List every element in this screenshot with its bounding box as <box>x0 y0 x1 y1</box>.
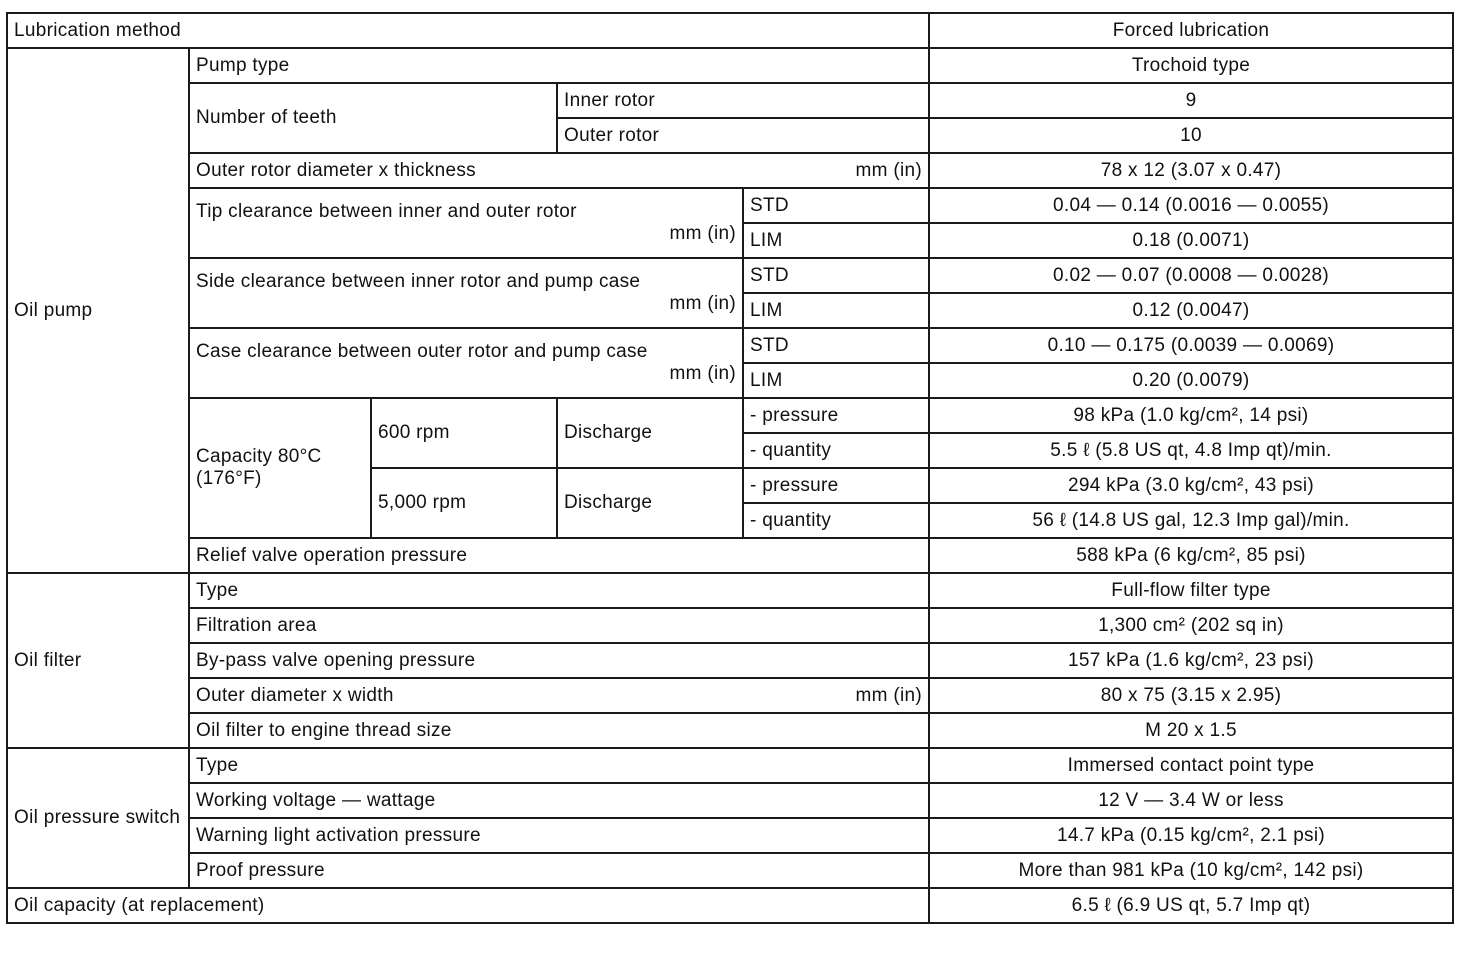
capacity-600-pressure-label: - pressure <box>743 398 929 433</box>
tip-clearance-unit: mm (in) <box>669 223 736 244</box>
side-clearance-lim-value: 0.12 (0.0047) <box>929 293 1453 328</box>
tip-clearance-lim-label: LIM <box>743 223 929 258</box>
side-clearance-unit: mm (in) <box>669 293 736 314</box>
case-clearance-std-value: 0.10 — 0.175 (0.0039 — 0.0069) <box>929 328 1453 363</box>
filter-outer-diameter-cell <box>189 678 929 713</box>
warning-light-label: Warning light activation pressure <box>189 818 929 853</box>
capacity-rpm-5000: 5,000 rpm <box>371 468 557 538</box>
row-tip-clearance-std <box>7 188 1453 223</box>
side-clearance-lim-label: LIM <box>743 293 929 328</box>
case-clearance-label: Case clearance between outer rotor and pump case <box>196 341 648 362</box>
tip-clearance-std-label: STD <box>743 188 929 223</box>
outer-rotor-diameter-label: Outer rotor diameter x thickness <box>196 159 476 181</box>
capacity-5000-quantity-label: - quantity <box>743 503 929 538</box>
switch-type-value: Immersed contact point type <box>929 748 1453 783</box>
tip-clearance-std-value: 0.04 — 0.14 (0.0016 — 0.0055) <box>929 188 1453 223</box>
bypass-valve-label: By-pass valve opening pressure <box>189 643 929 678</box>
case-clearance-lim-value: 0.20 (0.0079) <box>929 363 1453 398</box>
warning-light-value: 14.7 kPa (0.15 kg/cm², 2.1 psi) <box>929 818 1453 853</box>
row-relief-valve <box>7 538 1453 573</box>
capacity-discharge-600: Discharge <box>557 398 743 468</box>
lubrication-spec-table <box>6 12 1454 924</box>
row-outer-rotor-diameter <box>7 153 1453 188</box>
filtration-area-value: 1,300 cm² (202 sq in) <box>929 608 1453 643</box>
oil-pressure-switch-label: Oil pressure switch <box>7 748 189 888</box>
row-filter-outer-diameter <box>7 678 1453 713</box>
inner-rotor-value: 9 <box>929 83 1453 118</box>
bypass-valve-value: 157 kPa (1.6 kg/cm², 23 psi) <box>929 643 1453 678</box>
row-teeth-inner <box>7 83 1453 118</box>
capacity-600-pressure-value: 98 kPa (1.0 kg/cm², 14 psi) <box>929 398 1453 433</box>
working-voltage-label: Working voltage — wattage <box>189 783 929 818</box>
teeth-label: Number of teeth <box>189 83 557 153</box>
tip-clearance-label: Tip clearance between inner and outer rotor <box>196 201 577 222</box>
row-oil-capacity <box>7 888 1453 923</box>
row-side-clearance-std <box>7 258 1453 293</box>
lubrication-method-value: Forced lubrication <box>929 13 1453 48</box>
case-clearance-std-label: STD <box>743 328 929 363</box>
side-clearance-std-label: STD <box>743 258 929 293</box>
relief-valve-value: 588 kPa (6 kg/cm², 85 psi) <box>929 538 1453 573</box>
filter-outer-diameter-value: 80 x 75 (3.15 x 2.95) <box>929 678 1453 713</box>
oil-filter-label: Oil filter <box>7 573 189 748</box>
proof-pressure-label: Proof pressure <box>189 853 929 888</box>
pump-type-label: Pump type <box>189 48 929 83</box>
capacity-5000-pressure-label: - pressure <box>743 468 929 503</box>
filter-thread-label: Oil filter to engine thread size <box>189 713 929 748</box>
outer-rotor-value: 10 <box>929 118 1453 153</box>
side-clearance-std-value: 0.02 — 0.07 (0.0008 — 0.0028) <box>929 258 1453 293</box>
oil-capacity-value: 6.5 ℓ (6.9 US qt, 5.7 Imp qt) <box>929 888 1453 923</box>
relief-valve-label: Relief valve operation pressure <box>189 538 929 573</box>
capacity-5000-pressure-value: 294 kPa (3.0 kg/cm², 43 psi) <box>929 468 1453 503</box>
inner-rotor-label: Inner rotor <box>557 83 929 118</box>
filtration-area-label: Filtration area <box>189 608 929 643</box>
side-clearance-label: Side clearance between inner rotor and pump case <box>196 271 641 292</box>
oil-pump-label: Oil pump <box>7 48 189 573</box>
lubrication-method-label: Lubrication method <box>7 13 929 48</box>
row-bypass-valve <box>7 643 1453 678</box>
row-filter-thread <box>7 713 1453 748</box>
capacity-5000-quantity-value: 56 ℓ (14.8 US gal, 12.3 Imp gal)/min. <box>929 503 1453 538</box>
row-working-voltage <box>7 783 1453 818</box>
row-warning-light <box>7 818 1453 853</box>
case-clearance-unit: mm (in) <box>669 363 736 384</box>
capacity-600-quantity-label: - quantity <box>743 433 929 468</box>
row-lubrication-method <box>7 13 1453 48</box>
row-proof-pressure <box>7 853 1453 888</box>
row-filtration-area <box>7 608 1453 643</box>
filter-type-label: Type <box>189 573 929 608</box>
filter-outer-diameter-label: Outer diameter x width <box>196 684 394 706</box>
tip-clearance-lim-value: 0.18 (0.0071) <box>929 223 1453 258</box>
capacity-600-quantity-value: 5.5 ℓ (5.8 US qt, 4.8 Imp qt)/min. <box>929 433 1453 468</box>
filter-outer-diameter-unit: mm (in) <box>855 684 922 706</box>
working-voltage-value: 12 V — 3.4 W or less <box>929 783 1453 818</box>
tip-clearance-cell <box>189 188 743 258</box>
filter-type-value: Full-flow filter type <box>929 573 1453 608</box>
outer-rotor-diameter-cell <box>189 153 929 188</box>
proof-pressure-value: More than 981 kPa (10 kg/cm², 142 psi) <box>929 853 1453 888</box>
outer-rotor-diameter-unit: mm (in) <box>855 159 922 181</box>
row-filter-type <box>7 573 1453 608</box>
switch-type-label: Type <box>189 748 929 783</box>
case-clearance-cell <box>189 328 743 398</box>
case-clearance-lim-label: LIM <box>743 363 929 398</box>
capacity-rpm-600: 600 rpm <box>371 398 557 468</box>
row-case-clearance-std <box>7 328 1453 363</box>
outer-rotor-diameter-value: 78 x 12 (3.07 x 0.47) <box>929 153 1453 188</box>
capacity-discharge-5000: Discharge <box>557 468 743 538</box>
filter-thread-value: M 20 x 1.5 <box>929 713 1453 748</box>
outer-rotor-label: Outer rotor <box>557 118 929 153</box>
row-capacity-600-pressure <box>7 398 1453 433</box>
row-switch-type <box>7 748 1453 783</box>
oil-capacity-label: Oil capacity (at replacement) <box>7 888 929 923</box>
capacity-label: Capacity 80°C (176°F) <box>189 398 371 538</box>
pump-type-value: Trochoid type <box>929 48 1453 83</box>
row-pump-type <box>7 48 1453 83</box>
side-clearance-cell <box>189 258 743 328</box>
